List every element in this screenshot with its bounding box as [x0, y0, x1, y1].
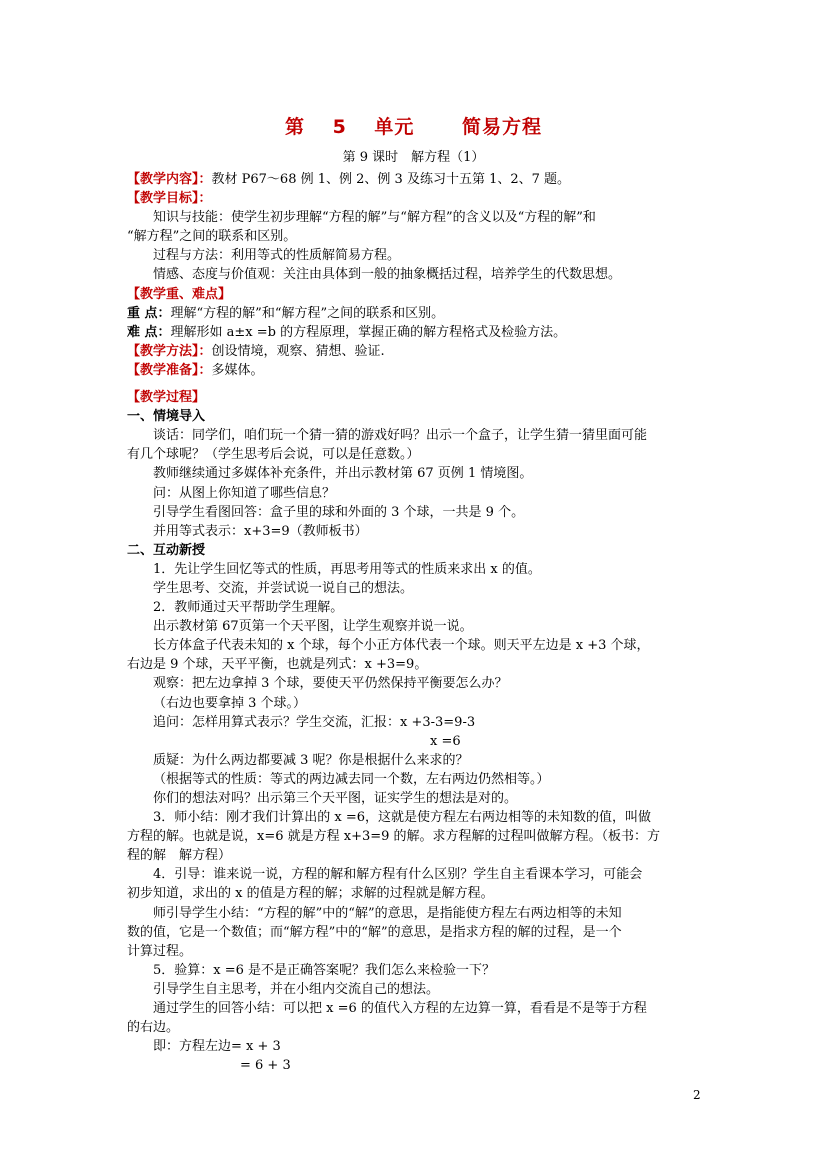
page-number: 2	[693, 1088, 701, 1102]
teaching-method-line	[127, 342, 707, 361]
paragraph-line: 教师继续通过多媒体补充条件，并出示教材第 67 页例 1 情境图。	[153, 466, 533, 482]
paragraph-line: 方程的解。也就是说，x=6 就是方程 x+3=9 的解。求方程解的过程叫做解方程。（板书：方	[127, 829, 661, 845]
teaching-goals-heading	[127, 189, 707, 208]
paragraph-line: 长方体盒子代表未知的 x 个球，每个小正方体代表一个球。则天平左边是 x +3 个球，	[153, 638, 650, 654]
paragraph-line: 过程与方法：利用等式的性质解简易方程。	[153, 248, 401, 264]
paragraph-line: （根据等式的性质：等式的两边减去同一个数，左右两边仍然相等。）	[153, 771, 550, 787]
paragraph-line: 谈话：同学们，咱们玩一个猜一猜的游戏好吗？出示一个盒子，让学生猜一猜里面可能	[153, 428, 648, 444]
paragraph-line: 情感、态度与价值观：关注由具体到一般的抽象概括过程，培养学生的代数思想。	[153, 267, 622, 283]
paragraph-line: 4．引导：谁来说一说，方程的解和解方程有什么区别？学生自主看课本学习，可能会	[153, 867, 643, 883]
paragraph-line: 观察：把左边拿掉 3 个球，要使天平仍然保持平衡要怎么办？	[153, 676, 508, 692]
paragraph-line: 右边是 9 个球，天平平衡，也就是列式：x +3=9。	[127, 657, 428, 673]
paragraph-line: 并用等式表示：x+3=9（教师板书）	[153, 523, 368, 539]
key-points-heading	[127, 285, 707, 304]
paragraph-line: 1．先让学生回忆等式的性质，再思考用等式的性质来求出 x 的值。	[153, 561, 541, 577]
difficulty-label: 难 点：	[127, 324, 171, 340]
spacer	[127, 380, 707, 388]
paragraph-text: 理解“方程的解”和“解方程”之间的联系和区别。	[170, 305, 445, 321]
unit-title: 第 5 单元 简易方程	[284, 116, 543, 138]
paragraph-text: 创设情境，观察、猜想、验证.	[211, 343, 385, 359]
part-heading: 二、互动新授	[127, 542, 206, 558]
paragraph-line: 2．教师通过天平帮助学生理解。	[153, 600, 344, 616]
paragraph-line: 程的解 解方程）	[127, 848, 232, 864]
equation-line: x =6	[430, 733, 461, 749]
paragraph-line: 引导学生自主思考，并在小组内交流自己的想法。	[153, 981, 440, 997]
paragraph-line: 3．师小结：刚才我们计算出的 x =6，这就是使方程左右两边相等的未知数的值，叫做	[153, 810, 652, 826]
paragraph-line: 师引导学生小结：“方程的解”中的“解”的意思，是指能使方程左右两边相等的未知	[153, 905, 622, 921]
teaching-prep-line	[127, 361, 707, 380]
paragraph-line: 出示教材第 67页第一个天平图，让学生观察并说一说。	[153, 619, 473, 635]
paragraph-line: 计算过程。	[127, 943, 193, 959]
paragraph-line: 追问：怎样用算式表示？学生交流，汇报：x +3-3=9-3	[153, 714, 476, 730]
lesson-subtitle: 第 9 课时 解方程（1）	[342, 150, 485, 165]
part-heading: 一、情境导入	[127, 409, 206, 425]
key-point-label: 重 点：	[127, 305, 171, 321]
paragraph-line: 初步知道，求出的 x 的值是方程的解；求解的过程就是解方程。	[127, 886, 494, 902]
teaching-process-heading	[127, 388, 707, 407]
paragraph-line: 通过学生的回答小结：可以把 x =6 的值代入方程的左边算一算，看看是不是等于方程	[153, 1001, 647, 1017]
paragraph-line: 问：从图上你知道了哪些信息？	[153, 485, 336, 501]
paragraph-line: 引导学生看图回答：盒子里的球和外面的 3 个球，一共是 9 个。	[153, 504, 525, 520]
paragraph-text: 多媒体。	[211, 362, 264, 378]
paragraph-line: 质疑：为什么两边都要减 3 呢？你是根据什么来求的？	[153, 752, 469, 768]
teaching-content-line	[127, 170, 707, 189]
equation-line: 即：方程左边= x + 3	[153, 1039, 281, 1055]
paragraph-line: 你们的想法对吗？出示第三个天平图，证实学生的想法是对的。	[153, 791, 518, 806]
section-heading: 【教学内容】：	[127, 172, 212, 187]
paragraph-text: 理解形如 a±x =b 的方程原理，掌握正确的解方程格式及检验方法。	[170, 324, 567, 340]
paragraph-text: 教材 P67～68 例 1、例 2、例 3 及练习十五第 1、2、7 题。	[211, 172, 571, 187]
paragraph-line: 有几个球呢？（学生思考后会说，可以是任意数。）	[127, 447, 420, 463]
section-heading: 【教学重、难点】	[127, 286, 232, 302]
equation-line: = 6 + 3	[240, 1058, 291, 1074]
paragraph-line: “解方程”之间的联系和区别。	[127, 229, 297, 245]
key-point-line	[127, 304, 707, 323]
section-heading: 【教学准备】：	[127, 362, 212, 378]
document-body	[127, 170, 707, 1075]
paragraph-line: （右边也要拿掉 3 个球。）	[153, 695, 307, 711]
section-heading: 【教学方法】：	[127, 343, 212, 359]
paragraph-line: 的右边。	[127, 1020, 180, 1036]
paragraph-line: 数的值，它是一个数值；而“解方程”中的“解”的意思，是指求方程的解的过程，是一个	[127, 924, 622, 940]
difficulty-line	[127, 323, 707, 342]
paragraph-line: 知识与技能：使学生初步理解“方程的解”与“解方程”的含义以及“方程的解”和	[153, 210, 596, 226]
section-heading: 【教学过程】	[127, 390, 206, 406]
section-heading: 【教学目标】：	[127, 191, 212, 207]
paragraph-line: 5．验算：x =6 是不是正确答案呢？我们怎么来检验一下？	[153, 962, 496, 978]
paragraph-line: 学生思考、交流，并尝试说一说自己的想法。	[153, 580, 414, 596]
